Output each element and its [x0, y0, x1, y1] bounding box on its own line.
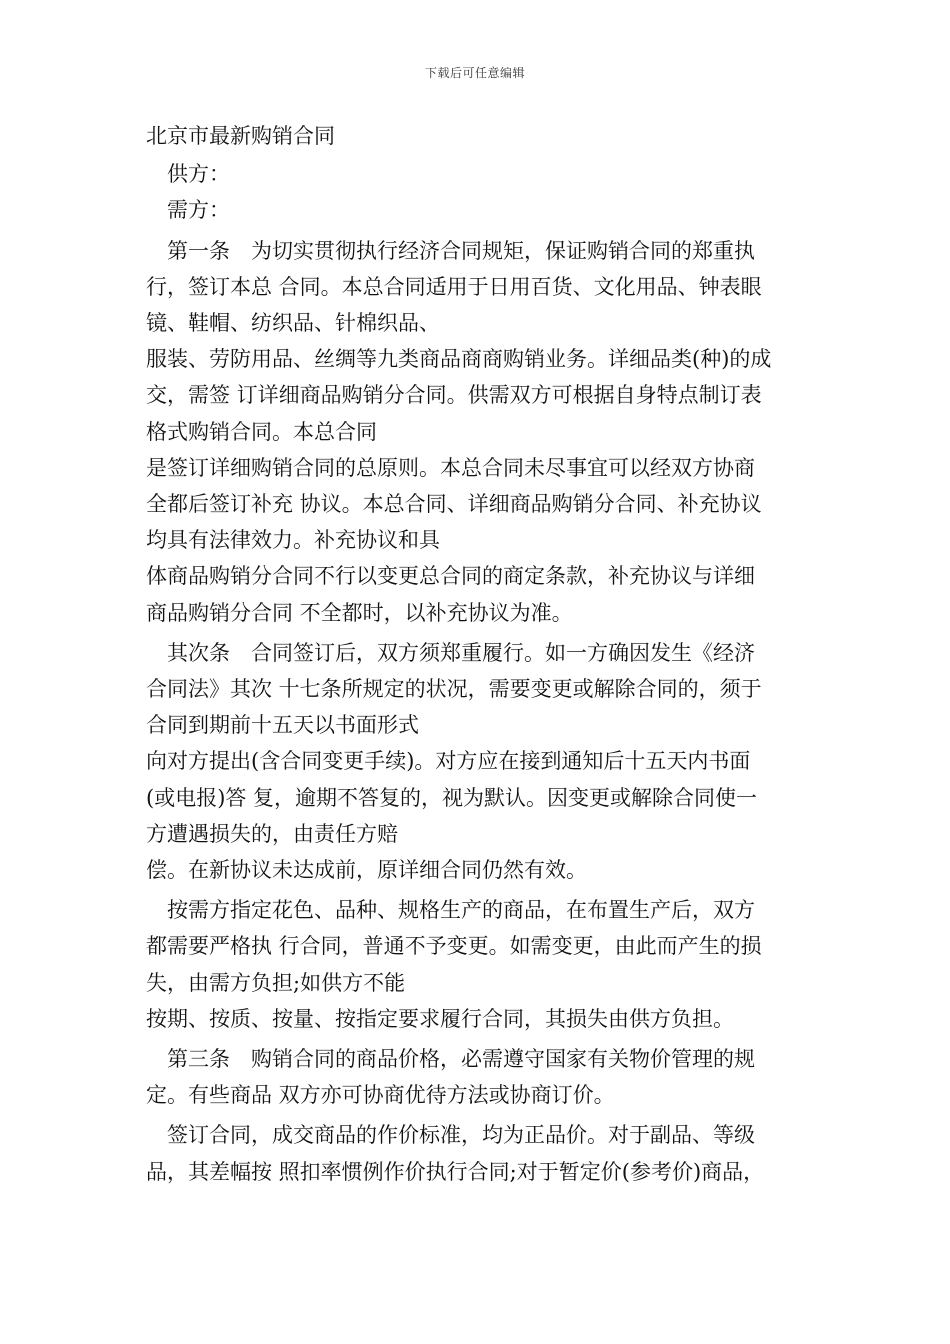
text-line: 按需方指定花色、品种、规格生产的商品，在布置生产后，双方 — [146, 898, 755, 923]
text-line: 品，其差幅按 照扣率惯例作价执行合同;对于暂定价(参考价)商品， — [146, 1159, 765, 1184]
text-line: 格式购销合同。本总合同 — [146, 419, 377, 444]
text-line: 第一条 为切实贯彻执行经济合同规矩，保证购销合同的郑重执 — [146, 238, 755, 263]
page-header: 下载后可任意编辑 — [424, 66, 525, 80]
text-line: 方遭遇损失的，由责任方赔 — [146, 821, 398, 846]
document-title: 北京市最新购销合同 — [146, 124, 335, 148]
text-line: (或电报)答 复，逾期不答复的，视为默认。因变更或解除合同使一 — [146, 785, 758, 810]
text-line: 失，由需方负担;如供方不能 — [146, 970, 406, 995]
text-line: 均具有法律效力。补充协议和具 — [146, 528, 440, 553]
text-line: 第三条 购销合同的商品价格，必需遵守国家有关物价管理的规 — [146, 1047, 755, 1072]
text-line: 其次条 合同签订后，双方须郑重履行。如一方确因发生《经济 — [146, 640, 755, 665]
text-line: 签订合同，成交商品的作价标准，均为正品价。对于副品、等级 — [146, 1123, 755, 1148]
text-line: 全都后签订补充 协议。本总合同、详细商品购销分合同、补充协议 — [146, 492, 762, 517]
text-line: 定。有些商品 双方亦可协商优待方法或协商订价。 — [146, 1083, 615, 1108]
text-line: 是签订详细购销合同的总原则。本总合同未尽事宜可以经双方协商 — [146, 455, 755, 480]
text-line: 体商品购销分合同不行以变更总合同的商定条款，补充协议与详细 — [146, 564, 755, 589]
text-line: 服装、劳防用品、丝绸等九类商品商商购销业务。详细品类(种)的成 — [146, 347, 772, 372]
text-line: 行，签订本总 合同。本总合同适用于日用百货、文化用品、钟表眼 — [146, 274, 762, 299]
text-line: 供方： — [146, 162, 230, 187]
text-line: 交，需签 订详细商品购销分合同。供需双方可根据自身特点制订表 — [146, 383, 762, 408]
text-line: 商品购销分合同 不全都时，以补充协议为准。 — [146, 600, 573, 625]
text-line: 镜、鞋帽、纺织品、针棉织品、 — [146, 311, 440, 336]
text-line: 偿。在新协议未达成前，原详细合同仍然有效。 — [146, 858, 587, 883]
text-line: 向对方提出(含合同变更手续)。对方应在接到通知后十五天内书面 — [146, 749, 751, 774]
document-body — [146, 118, 810, 1190]
text-line: 合同到期前十五天以书面形式 — [146, 713, 419, 738]
text-line: 都需要严格执 行合同，普通不予变更。如需变更，由此而产生的损 — [146, 934, 762, 959]
text-line: 按期、按质、按量、按指定要求履行合同，其损失由供方负担。 — [146, 1006, 734, 1031]
text-line: 合同法》其次 十七条所规定的状况，需要变更或解除合同的，须于 — [146, 677, 762, 702]
text-line: 需方： — [146, 198, 230, 223]
